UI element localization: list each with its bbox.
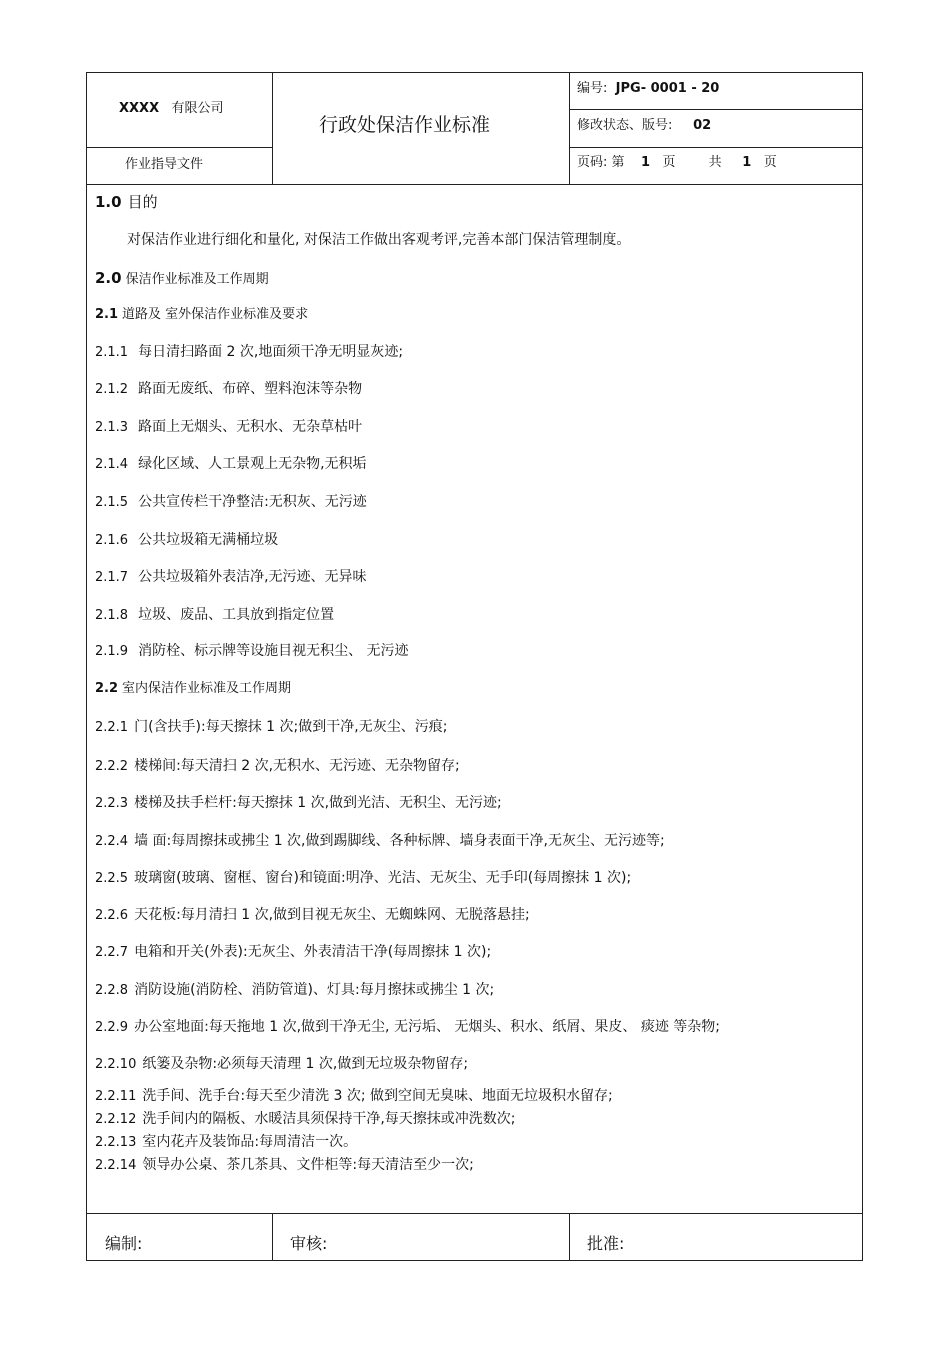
item-text: 墙 面:每周擦抹或拂尘 1 次,做到踢脚线、各种标牌、墙身表面干净,无灰尘、无污迹等;: [134, 833, 665, 849]
company-name: [119, 101, 224, 117]
section1-heading: [95, 193, 158, 211]
header-vline-2: [569, 73, 570, 184]
item-text: 楼梯及扶手栏杆:每天擦抹 1 次,做到光洁、无积尘、无污迹;: [134, 795, 502, 811]
page-current: 1: [641, 155, 651, 170]
item-text: 领导办公桌、茶几茶具、文件柜等:每天清洁至少一次;: [142, 1157, 474, 1173]
section2-title: 保洁作业标准及工作周期: [125, 272, 269, 287]
page-total: 1: [742, 155, 752, 170]
total-unit: 页: [763, 155, 777, 170]
signature-vline-2: [569, 1213, 570, 1261]
header-bottom: [87, 184, 863, 185]
item-number: 2.2.4: [95, 834, 129, 849]
item-number: 2.1.4: [95, 457, 129, 472]
item-number: 2.1.7: [95, 570, 129, 585]
section1-title: 目的: [127, 193, 158, 211]
revision-label: 修改状态、版号:: [577, 118, 673, 133]
section1-text: 对保洁作业进行细化和量化, 对保洁工作做出客观考评,完善本部门保洁管理制度。: [127, 232, 631, 248]
item-number: 2.2.13: [95, 1135, 137, 1150]
list-item: [95, 531, 278, 550]
list-item: [95, 455, 367, 474]
list-item: [95, 906, 530, 925]
item-number: 2.2.2: [95, 759, 129, 774]
section2-num: 2.0: [95, 269, 122, 287]
list-item: [95, 794, 502, 813]
list-item: [95, 981, 494, 1000]
list-item: [95, 380, 362, 399]
list-item: [95, 943, 491, 962]
section2-heading: [95, 269, 269, 289]
page-title: 行政处保洁作业标准: [319, 114, 491, 136]
page-label: 页码: 第: [577, 155, 625, 170]
item-number: 2.1.2: [95, 382, 129, 397]
section1-num: 1.0: [95, 193, 122, 211]
code-row: [577, 81, 719, 97]
header-vline-1: [272, 73, 273, 184]
document-frame: [86, 72, 863, 1261]
item-text: 电箱和开关(外表):无灰尘、外表清洁干净(每周擦抹 1 次);: [134, 944, 492, 960]
item-text: 门(含扶手):每天擦抹 1 次;做到干净,无灰尘、污痕;: [134, 719, 448, 735]
item-text: 消防栓、标示牌等设施目视无积尘、 无污迹: [138, 643, 409, 659]
list-item: [95, 1133, 357, 1152]
total-label: 共: [708, 155, 722, 170]
item-number: 2.2.7: [95, 945, 129, 960]
page-unit: 页: [662, 155, 676, 170]
approved-by-label: 批准:: [587, 1234, 625, 1253]
item-number: 2.2.6: [95, 908, 129, 923]
list-item: [95, 718, 447, 737]
list-item: [95, 343, 403, 362]
item-text: 玻璃窗(玻璃、窗框、窗台)和镜面:明净、光洁、无灰尘、无手印(每周擦抹 1 次);: [134, 870, 632, 886]
item-text: 天花板:每月清扫 1 次,做到目视无灰尘、无蜘蛛网、无脱落悬挂;: [134, 907, 530, 923]
item-number: 2.2.3: [95, 796, 129, 811]
item-text: 公共垃圾箱外表洁净,无污迹、无异味: [138, 569, 367, 585]
list-item: [95, 606, 334, 625]
revision-value: 02: [693, 118, 712, 133]
header-divider-1: [569, 109, 863, 110]
company-suffix: 有限公司: [171, 101, 224, 116]
item-text: 公共垃圾箱无满桶垃圾: [138, 532, 279, 548]
item-text: 洗手间内的隔板、水暖洁具须保持干净,每天擦抹或冲洗数次;: [142, 1111, 516, 1127]
section21-heading: [95, 306, 308, 324]
list-item: [95, 832, 665, 851]
code-value: JPG- 0001 - 20: [615, 81, 720, 96]
item-text: 洗手间、洗手台:每天至少清洗 3 次; 做到空间无臭味、地面无垃圾积水留存;: [142, 1088, 613, 1104]
list-item: [95, 1110, 516, 1129]
section21-num: 2.1: [95, 307, 119, 322]
item-number: 2.2.12: [95, 1112, 137, 1127]
list-item: [95, 1018, 720, 1037]
list-item: [95, 757, 460, 776]
section21-title: 道路及 室外保洁作业标准及要求: [122, 307, 309, 322]
prepared-by-label: 编制:: [105, 1234, 143, 1253]
header-divider-2b: [569, 147, 863, 148]
list-item: [95, 418, 362, 437]
item-text: 路面上无烟头、无积水、无杂草枯叶: [138, 419, 363, 435]
section22-title: 室内保洁作业标准及工作周期: [122, 681, 292, 696]
list-item: [95, 1087, 613, 1106]
item-number: 2.2.5: [95, 871, 129, 886]
item-number: 2.2.14: [95, 1158, 137, 1173]
item-number: 2.1.1: [95, 345, 129, 360]
list-item: [95, 493, 367, 512]
item-text: 绿化区域、人工景观上无杂物,无积垢: [138, 456, 367, 472]
item-text: 楼梯间:每天清扫 2 次,无积水、无污迹、无杂物留存;: [134, 758, 460, 774]
item-text: 消防设施(消防栓、消防管道)、灯具:每月擦抹或拂尘 1 次;: [134, 982, 495, 998]
list-item: [95, 642, 409, 661]
doc-type: 作业指导文件: [125, 157, 204, 172]
item-text: 每日清扫路面 2 次,地面须干净无明显灰迹;: [138, 344, 404, 360]
item-number: 2.2.8: [95, 983, 129, 998]
header-divider-2: [87, 147, 272, 148]
page-row: [577, 155, 777, 171]
section22-num: 2.2: [95, 681, 119, 696]
item-text: 路面无废纸、布碎、塑料泡沫等杂物: [138, 381, 363, 397]
item-text: 纸篓及杂物:必须每天清理 1 次,做到无垃圾杂物留存;: [142, 1056, 469, 1072]
signature-vline-1: [272, 1213, 273, 1261]
item-number: 2.1.8: [95, 608, 129, 623]
item-text: 办公室地面:每天拖地 1 次,做到干净无尘, 无污垢、 无烟头、积水、纸屑、果皮、 痰迹 等杂物;: [134, 1019, 721, 1035]
item-number: 2.1.9: [95, 644, 129, 659]
item-number: 2.2.10: [95, 1057, 137, 1072]
list-item: [95, 869, 631, 888]
company-code: XXXX: [119, 101, 160, 116]
item-text: 室内花卉及装饰品:每周清洁一次。: [142, 1134, 358, 1150]
item-text: 公共宣传栏干净整洁:无积灰、无污迹: [138, 494, 367, 510]
reviewed-by-label: 审核:: [290, 1234, 328, 1253]
item-number: 2.2.1: [95, 720, 129, 735]
signature-top: [87, 1213, 863, 1214]
item-number: 2.2.11: [95, 1089, 137, 1104]
item-text: 垃圾、废品、工具放到指定位置: [138, 607, 335, 623]
item-number: 2.2.9: [95, 1020, 129, 1035]
list-item: [95, 1156, 474, 1175]
list-item: [95, 1055, 468, 1074]
item-number: 2.1.3: [95, 420, 129, 435]
section22-heading: [95, 680, 291, 698]
list-item: [95, 568, 367, 587]
item-number: 2.1.5: [95, 495, 129, 510]
code-label: 编号:: [577, 81, 608, 96]
revision-row: [577, 118, 711, 134]
item-number: 2.1.6: [95, 533, 129, 548]
